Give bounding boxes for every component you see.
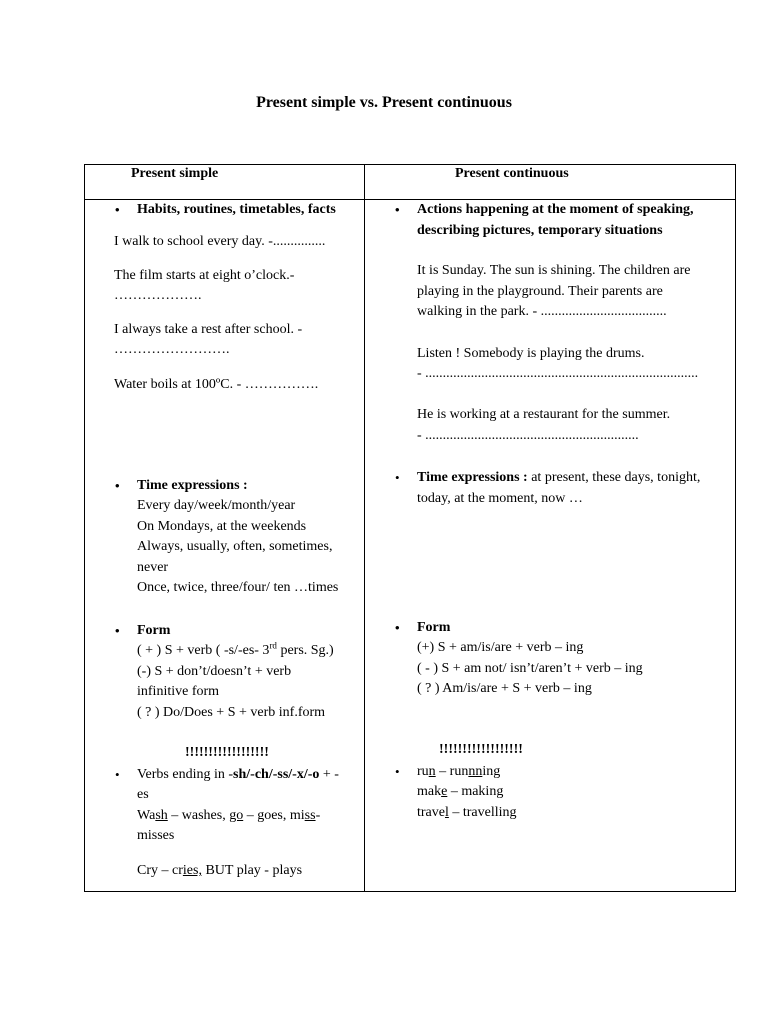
spelling-example: • run – runnning [417, 762, 500, 782]
form-line: ( ? ) Am/is/are + S + verb – ing [417, 681, 592, 696]
example-line: Listen ! Somebody is playing the drums. [417, 346, 645, 361]
form-line: (-) S + don’t/doesn’t + verb [137, 664, 292, 679]
example-line: I always take a rest after school. - [114, 322, 303, 337]
spelling-rule: • Verbs ending in -sh/-ch/-ss/-x/-o + - [137, 765, 339, 785]
form-line: infinitive form [137, 684, 220, 699]
example-line: ……………………. [114, 342, 230, 357]
time-line: Once, twice, three/four/ ten …times [137, 580, 339, 595]
spelling-example: Cry – cries, BUT play - plays [137, 863, 303, 878]
present-continuous-cell [365, 200, 735, 891]
time-line: Every day/week/month/year [137, 498, 296, 513]
example-line: - .............................................................................. [417, 366, 699, 381]
example-line: ………………. [114, 288, 202, 303]
spelling-example: make – making [417, 784, 504, 799]
header-present-simple: Present simple [131, 166, 219, 181]
time-expressions: • Time expressions : at present, these days, tonight, [417, 468, 700, 488]
time-expressions-heading: • Time expressions : [137, 476, 248, 496]
example-line: The film starts at eight o’clock.- [114, 268, 295, 283]
spelling-rule-cont: es [137, 787, 149, 802]
header-present-continuous: Present continuous [455, 166, 569, 181]
example-line: I walk to school every day. -............... [114, 234, 326, 249]
time-line: today, at the moment, now … [417, 491, 583, 506]
page-title: Present simple vs. Present continuous [256, 94, 512, 111]
comparison-table [84, 164, 736, 892]
form-line: ( - ) S + am not/ isn’t/aren’t + verb – ing [417, 661, 643, 676]
exclamation-marks: !!!!!!!!!!!!!!!!!! [185, 745, 269, 760]
form-line: ( ? ) Do/Does + S + verb inf.form [137, 705, 326, 720]
time-line: Always, usually, often, sometimes, [137, 539, 333, 554]
form-line: ( + ) S + verb ( -s/-es- 3rd pers. Sg.) [137, 640, 334, 658]
table-header-row [85, 165, 735, 200]
spelling-example: travel – travelling [417, 805, 517, 820]
spelling-example: Wash – washes, go – goes, miss- [137, 808, 321, 823]
use-heading-cont: describing pictures, temporary situations [417, 223, 663, 238]
form-heading: • Form [137, 621, 170, 641]
example-line: playing in the playground. Their parents are [417, 284, 663, 299]
form-heading: • Form [417, 618, 450, 638]
example-line: walking in the park. - .................................... [417, 304, 667, 319]
exclamation-marks: !!!!!!!!!!!!!!!!!! [439, 742, 523, 757]
example-line: He is working at a restaurant for the summer. [417, 407, 671, 422]
time-line: On Mondays, at the weekends [137, 519, 307, 534]
example-line: It is Sunday. The sun is shining. The children are [417, 263, 691, 278]
use-heading: • Habits, routines, timetables, facts [137, 200, 336, 220]
present-simple-cell [85, 200, 364, 891]
time-line: never [137, 560, 169, 575]
use-heading: • Actions happening at the moment of speaking, [417, 200, 694, 220]
example-line: - ............................................................. [417, 428, 639, 443]
spelling-example: misses [137, 828, 175, 843]
example-line: Water boils at 100ºC. - ……………. [114, 377, 319, 392]
form-line: (+) S + am/is/are + verb – ing [417, 640, 584, 655]
